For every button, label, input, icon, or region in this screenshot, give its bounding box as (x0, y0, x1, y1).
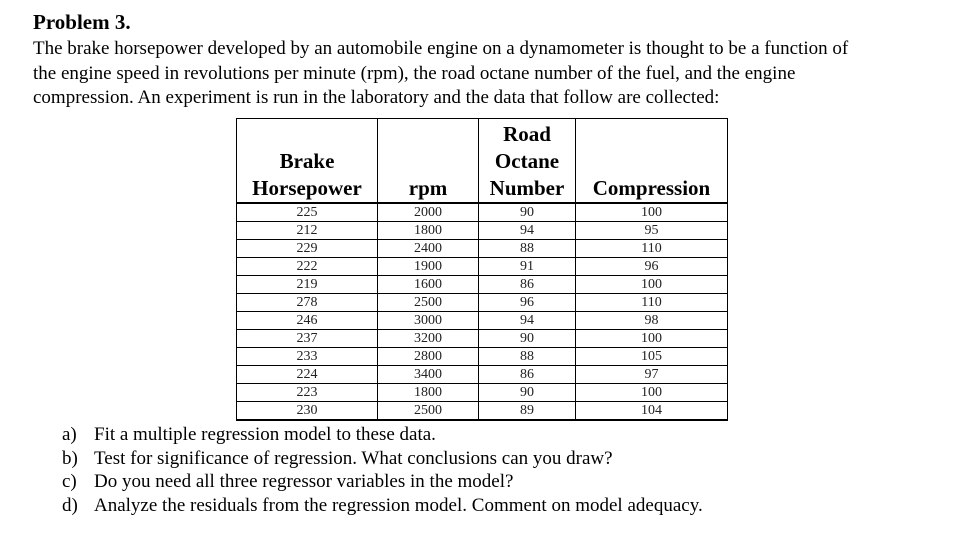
cell-rpm: 3000 (378, 312, 479, 330)
cell-compression: 95 (576, 222, 728, 240)
cell-compression: 97 (576, 366, 728, 384)
cell-horsepower: 222 (237, 258, 378, 276)
statement-line: compression. An experiment is run in the laboratory and the data that follow are collected: (33, 87, 720, 108)
table-row (237, 240, 728, 258)
cell-compression: 110 (576, 240, 728, 258)
cell-octane: 94 (479, 222, 576, 240)
cell-compression: 100 (576, 384, 728, 402)
cell-octane: 91 (479, 258, 576, 276)
cell-compression: 110 (576, 294, 728, 312)
cell-rpm: 1600 (378, 276, 479, 294)
table-row (237, 348, 728, 366)
cell-octane: 86 (479, 366, 576, 384)
cell-compression: 96 (576, 258, 728, 276)
engine-data-table (236, 118, 728, 421)
cell-compression: 100 (576, 276, 728, 294)
cell-octane: 94 (479, 312, 576, 330)
question-item (62, 494, 703, 518)
cell-compression: 100 (576, 330, 728, 348)
cell-horsepower: 237 (237, 330, 378, 348)
cell-rpm: 2500 (378, 294, 479, 312)
header-compression: Compression (576, 119, 728, 204)
cell-octane: 88 (479, 348, 576, 366)
cell-compression: 100 (576, 203, 728, 222)
question-label: a) (62, 424, 77, 445)
cell-octane: 90 (479, 384, 576, 402)
cell-rpm: 1800 (378, 222, 479, 240)
statement-line: The brake horsepower developed by an automobile engine on a dynamometer is thought to be a function of (33, 38, 849, 59)
question-item (62, 470, 703, 494)
cell-horsepower: 224 (237, 366, 378, 384)
cell-octane: 89 (479, 402, 576, 421)
cell-octane: 96 (479, 294, 576, 312)
problem-title: Problem 3. (33, 10, 131, 34)
table-row (237, 384, 728, 402)
cell-rpm: 1900 (378, 258, 479, 276)
cell-horsepower: 225 (237, 203, 378, 222)
question-label: d) (62, 494, 78, 516)
cell-compression: 98 (576, 312, 728, 330)
question-text: Analyze the residuals from the regression model. Comment on model adequacy. (94, 494, 703, 516)
table-header-row (237, 119, 728, 204)
cell-rpm: 3400 (378, 366, 479, 384)
table-row (237, 203, 728, 222)
cell-octane: 90 (479, 203, 576, 222)
question-text: Test for significance of regression. What conclusions can you draw? (94, 447, 613, 469)
question-label: b) (62, 447, 78, 469)
cell-octane: 88 (479, 240, 576, 258)
statement-line: the engine speed in revolutions per minute (rpm), the road octane number of the fuel, and the engine (33, 62, 796, 84)
cell-horsepower: 233 (237, 348, 378, 366)
cell-rpm: 2500 (378, 402, 479, 421)
table-body (237, 203, 728, 420)
cell-horsepower: 223 (237, 384, 378, 402)
table-row (237, 366, 728, 384)
question-item (62, 423, 703, 447)
header-road-octane-number: Road Octane Number (479, 119, 576, 204)
cell-octane: 90 (479, 330, 576, 348)
cell-rpm: 3200 (378, 330, 479, 348)
cell-octane: 86 (479, 276, 576, 294)
cell-horsepower: 246 (237, 312, 378, 330)
table-row (237, 222, 728, 240)
question-text: Fit a multiple regression model to these data. (94, 424, 436, 445)
question-text: Do you need all three regressor variables in the model? (94, 471, 514, 492)
table-row (237, 276, 728, 294)
table-row (237, 330, 728, 348)
question-list (62, 423, 703, 517)
problem-statement (33, 37, 933, 111)
header-rpm: rpm (378, 119, 479, 204)
cell-rpm: 2800 (378, 348, 479, 366)
table-row (237, 312, 728, 330)
cell-rpm: 1800 (378, 384, 479, 402)
table-row (237, 402, 728, 421)
cell-horsepower: 219 (237, 276, 378, 294)
table-row (237, 294, 728, 312)
cell-horsepower: 278 (237, 294, 378, 312)
header-brake-horsepower: Brake Horsepower (237, 119, 378, 204)
cell-compression: 104 (576, 402, 728, 421)
cell-compression: 105 (576, 348, 728, 366)
cell-horsepower: 229 (237, 240, 378, 258)
question-label: c) (62, 471, 77, 492)
cell-rpm: 2400 (378, 240, 479, 258)
cell-rpm: 2000 (378, 203, 479, 222)
cell-horsepower: 230 (237, 402, 378, 421)
question-item (62, 447, 703, 471)
table-row (237, 258, 728, 276)
data-table-container (236, 118, 728, 421)
cell-horsepower: 212 (237, 222, 378, 240)
